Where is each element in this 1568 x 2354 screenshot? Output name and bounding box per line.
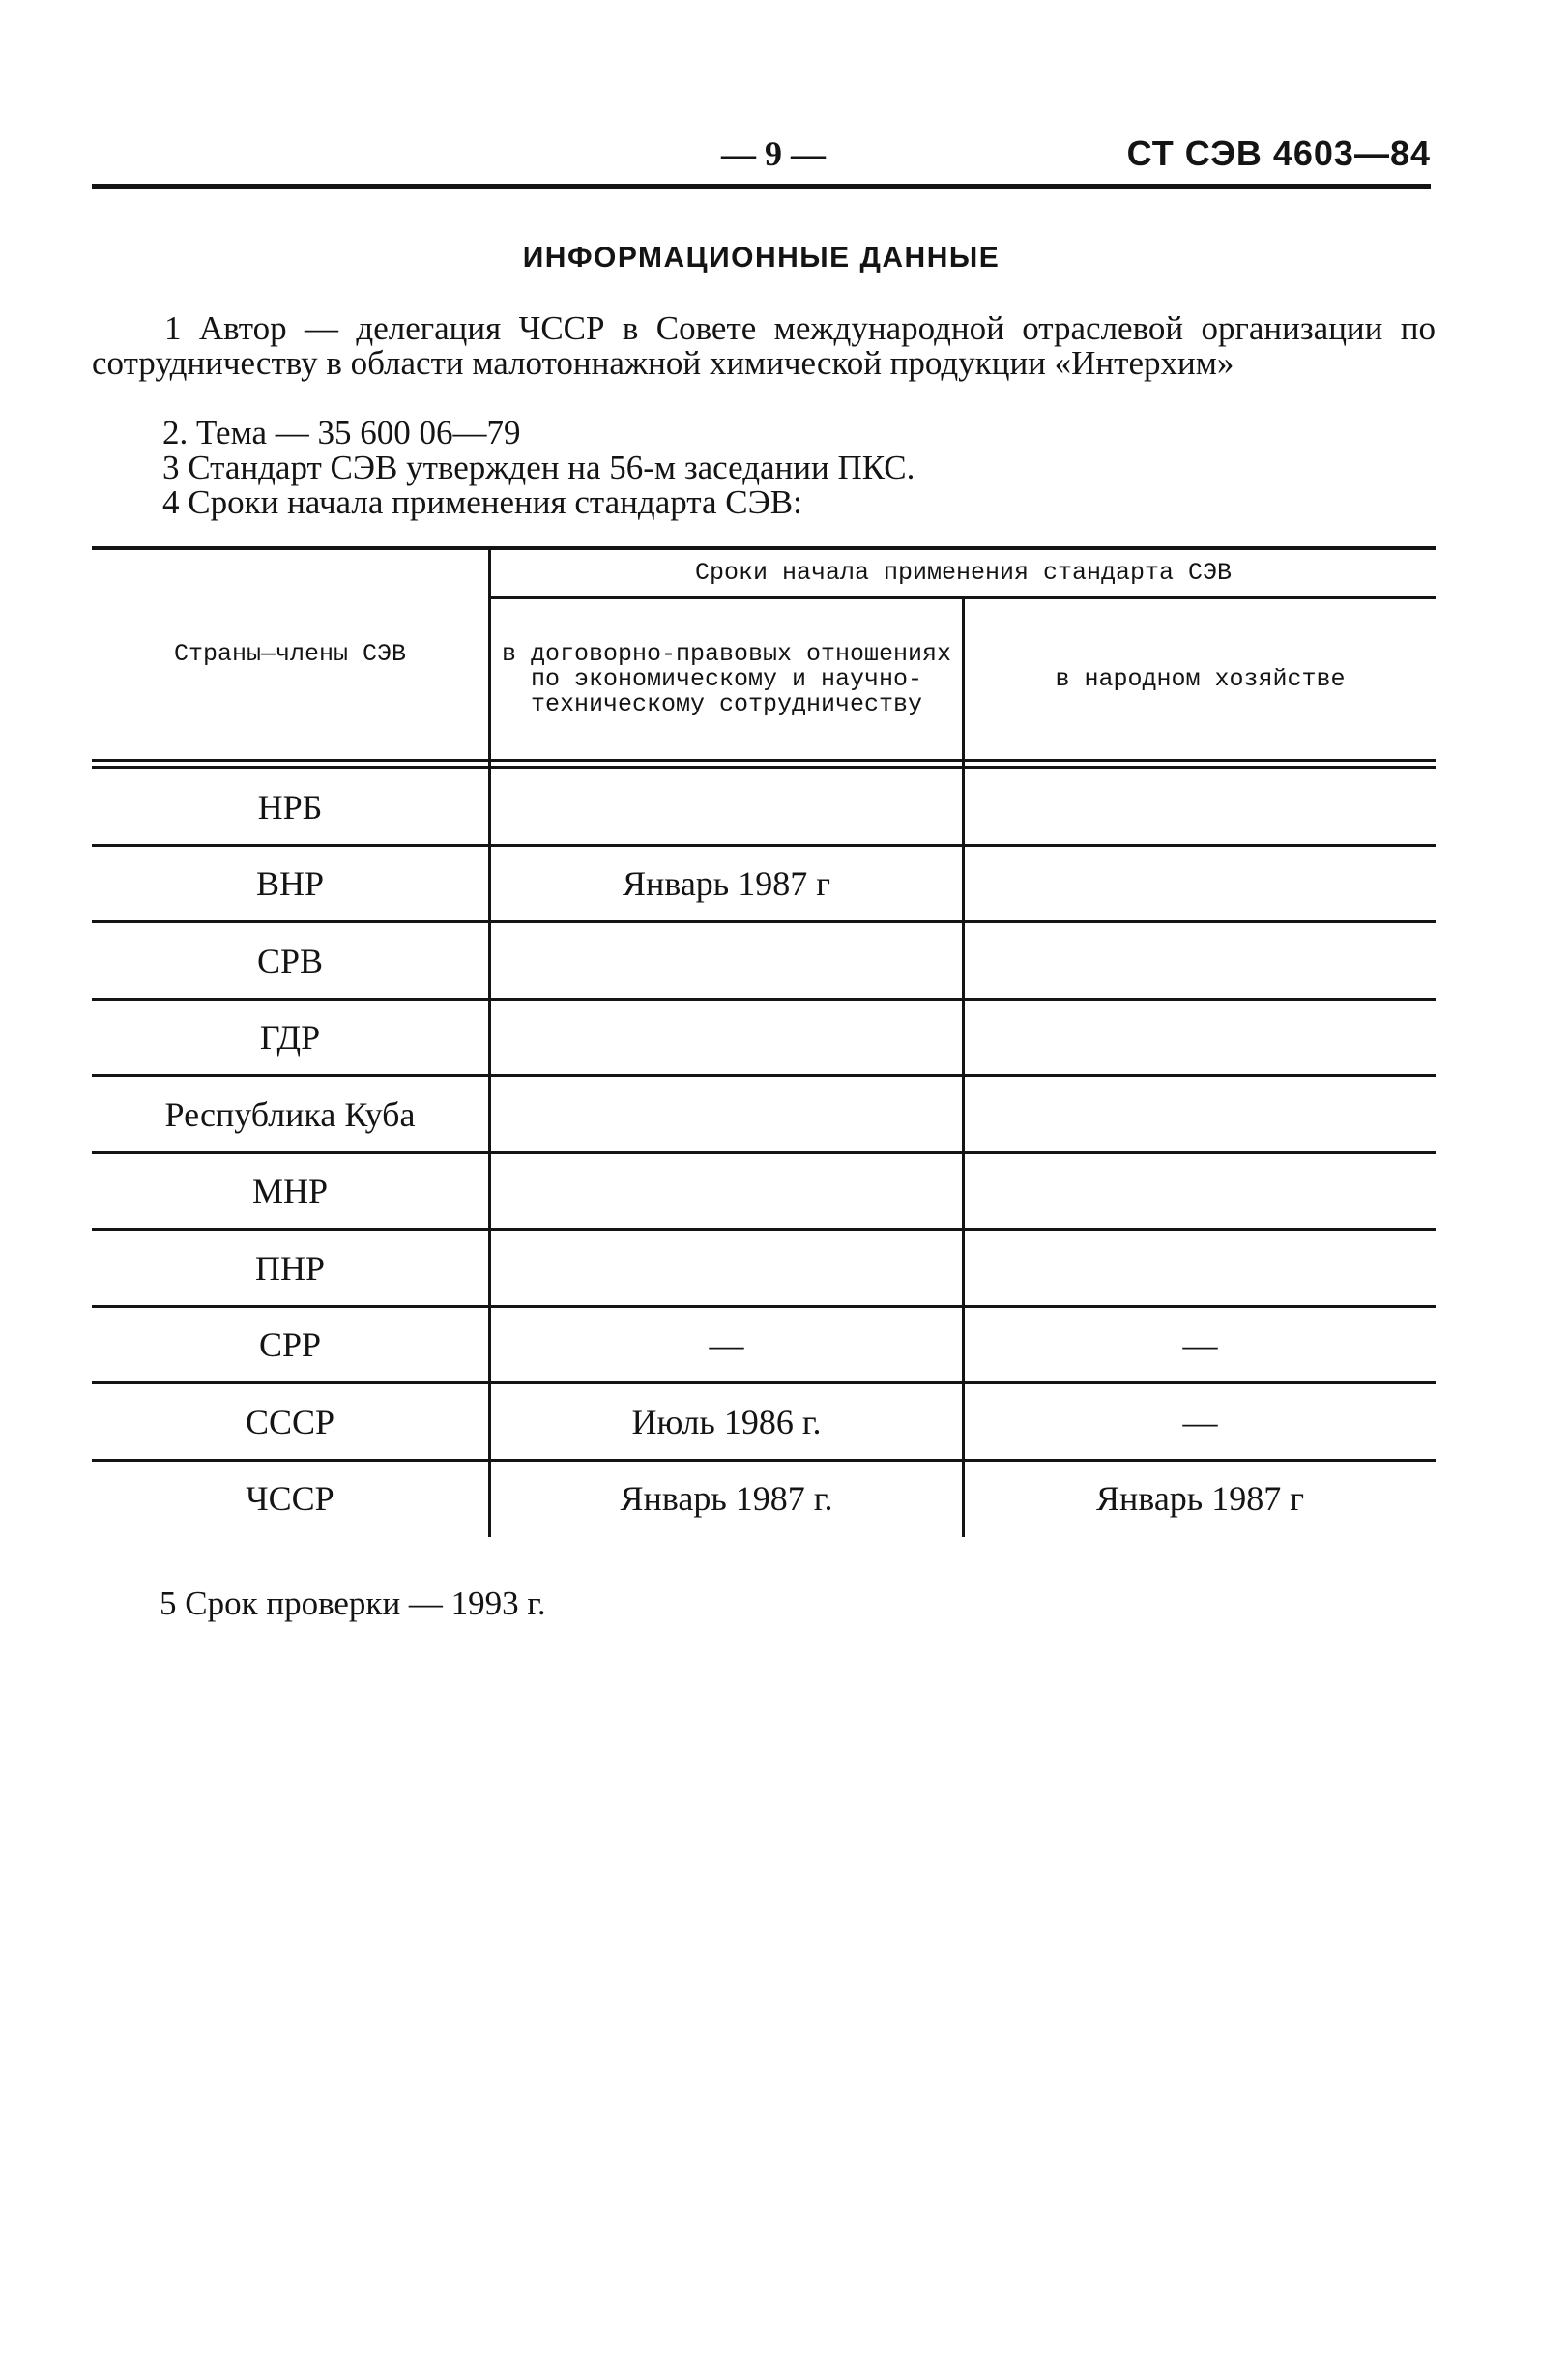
table-cell-country: СРР xyxy=(258,1325,322,1365)
col-group-header: Сроки начала применения стандарта СЭВ xyxy=(694,559,1233,587)
table-cell-economy xyxy=(965,769,1436,846)
standard-code: СТ СЭВ 4603—84 xyxy=(1126,133,1431,173)
table-cell-economy: — xyxy=(1182,1325,1218,1365)
col-country-header: Страны—члены СЭВ xyxy=(173,640,407,668)
table-cell-economy xyxy=(965,1076,1436,1153)
table-cell-country: ЧССР xyxy=(246,1479,334,1519)
table-cell-economy xyxy=(965,1230,1436,1307)
col-economy-header: в народном хозяйстве xyxy=(1055,664,1346,693)
table-cell-economy xyxy=(965,1000,1436,1077)
header-bottom-rule xyxy=(92,759,1436,762)
table-cell-country: СССР xyxy=(245,1402,335,1441)
table-cell-economy: — xyxy=(1182,1402,1218,1441)
table-cell-country: ВНР xyxy=(255,864,325,904)
table-cell-contract xyxy=(491,1000,962,1077)
header-rule xyxy=(92,184,1431,189)
col-contract-header: в договорно-правовых отношениях по экономическому и научно-техническому сотрудничеству xyxy=(501,639,952,718)
table-cell-country: Республика Куба xyxy=(164,1094,416,1134)
table-cell-contract xyxy=(491,1230,962,1307)
table-cell-contract xyxy=(491,1076,962,1153)
table-cell-contract xyxy=(491,1153,962,1231)
table-cell-economy: Январь 1987 г xyxy=(1096,1479,1304,1519)
table-cell-contract: Январь 1987 г. xyxy=(620,1479,833,1519)
table-cell-country: ПНР xyxy=(254,1248,326,1288)
table-cell-contract: Июль 1986 г. xyxy=(631,1402,822,1441)
table-cell-contract xyxy=(491,769,962,846)
item-review: 5 Срок проверки — 1993 г. xyxy=(160,1584,546,1622)
document-title: ИНФОРМАЦИОННЫЕ ДАННЫЕ xyxy=(522,242,1001,274)
item-start-dates: 4 Сроки начала применения стандарта СЭВ: xyxy=(162,483,802,521)
table-cell-economy xyxy=(965,846,1436,923)
item-approval: 3 Стандарт СЭВ утвержден на 56-м заседании ПКС. xyxy=(162,449,915,486)
item-author: 1 Автор — делегация ЧССР в Совете международной отраслевой организации по сотрудничеству в области малотоннажной химической продукции «Интерхим» xyxy=(92,309,1436,382)
item-topic: 2. Тема — 35 600 06—79 xyxy=(162,414,521,451)
table-cell-country: НРБ xyxy=(257,787,323,827)
table-cell-contract xyxy=(491,922,962,1000)
table-cell-country: МНР xyxy=(251,1172,329,1211)
table-cell-country: ГДР xyxy=(259,1018,321,1058)
table-cell-contract: Январь 1987 г xyxy=(623,864,830,904)
table-cell-country: СРВ xyxy=(256,941,324,980)
page-number: — 9 — xyxy=(721,134,826,173)
table-cell-economy xyxy=(965,922,1436,1000)
table-cell-contract: — xyxy=(709,1325,744,1365)
dates-table xyxy=(92,546,1436,1537)
table-cell-economy xyxy=(965,1153,1436,1231)
